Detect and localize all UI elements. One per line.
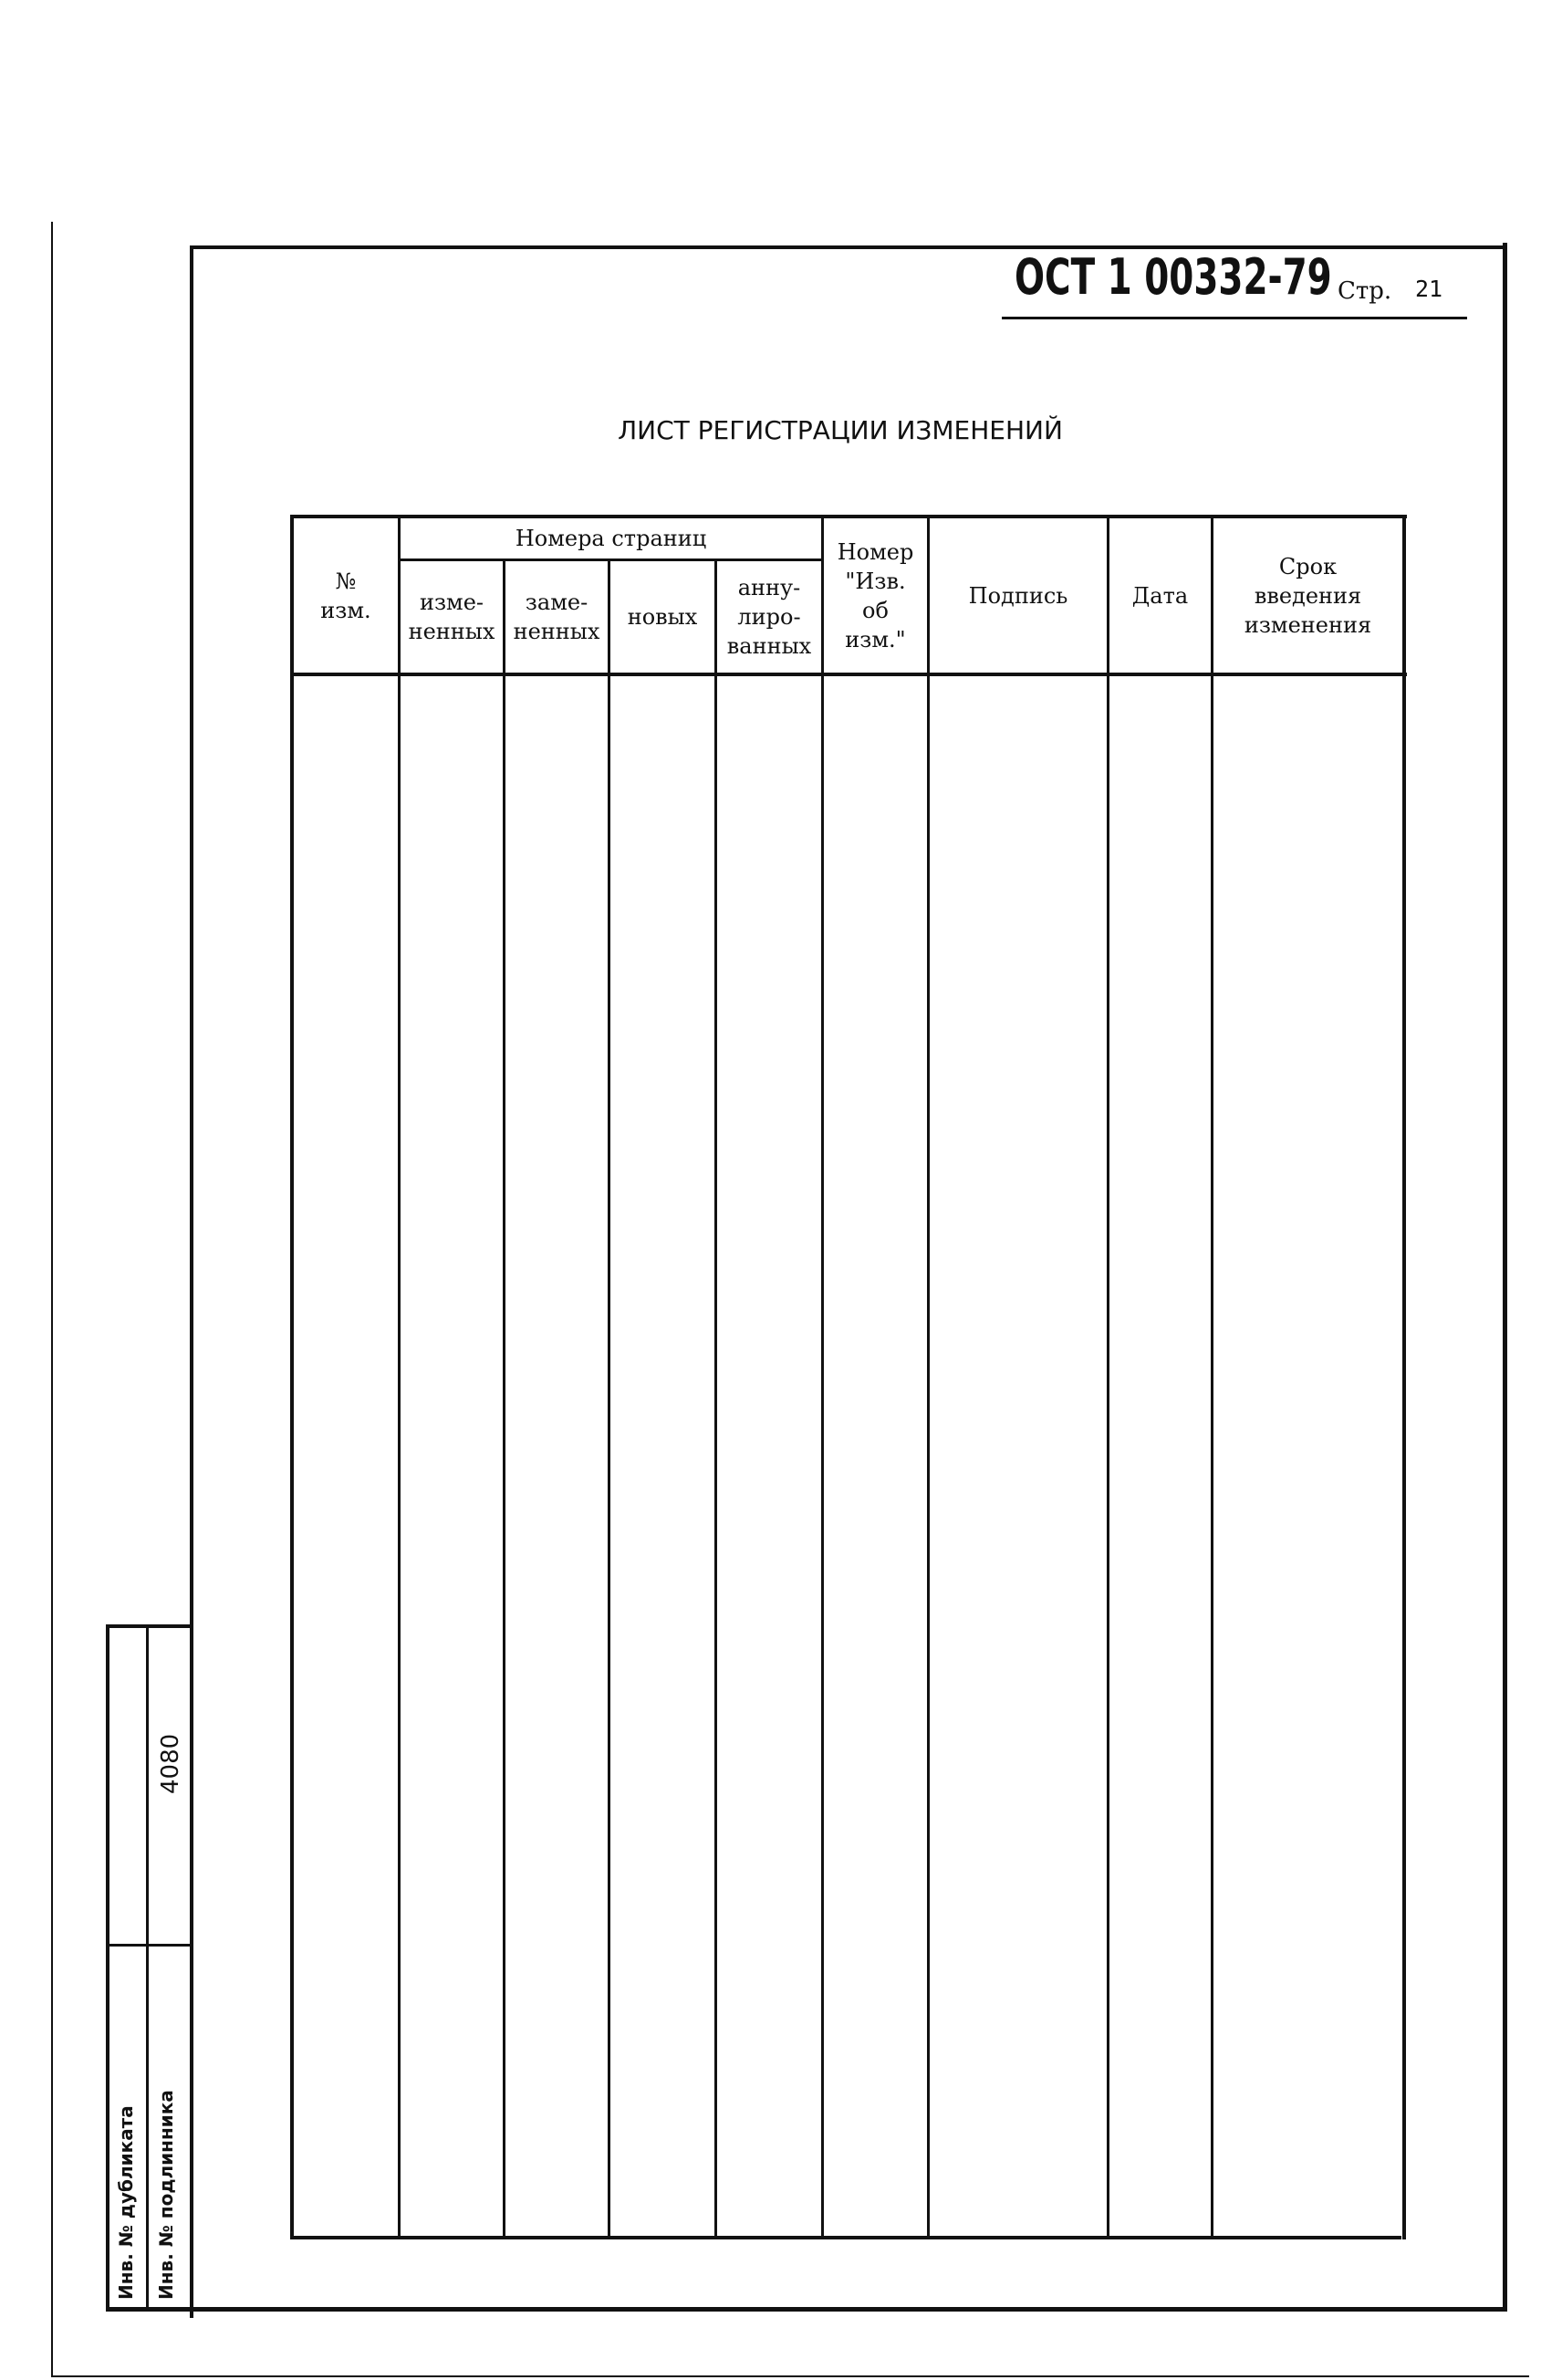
- header-annulled: анну- лиро- ванных: [726, 575, 812, 659]
- header-changed: изме- ненных: [408, 590, 495, 644]
- side-block-left: [106, 1624, 109, 2312]
- header-new: новых: [627, 604, 698, 630]
- side-block-top: [106, 1624, 192, 1628]
- side-block-divider-h: [106, 1944, 192, 1947]
- col-divider-1: [398, 515, 401, 2239]
- col-divider-5: [821, 515, 824, 2239]
- frame-left: [190, 245, 193, 2318]
- header-signature: Подпись: [968, 582, 1068, 609]
- table-header-bottom: [290, 673, 1407, 676]
- inventory-original-value: 4080: [157, 1733, 184, 1794]
- page-label: Стр.: [1338, 277, 1392, 305]
- side-block-divider-v: [146, 1624, 149, 2312]
- table-left: [290, 515, 294, 2239]
- page-number: 21: [1415, 276, 1443, 302]
- outer-bottom-line: [51, 2375, 1529, 2377]
- header-underline: [1002, 317, 1467, 319]
- header-pages-group: Номера страниц: [515, 526, 707, 551]
- header-deadline: Срок введения изменения: [1244, 553, 1372, 638]
- frame-right: [1503, 243, 1507, 2311]
- inventory-duplicate-label: Инв. № дубликата: [115, 2105, 137, 2300]
- header-change-no: № изм.: [320, 568, 371, 623]
- table-right: [1402, 515, 1406, 2239]
- col-divider-8: [1211, 515, 1213, 2239]
- col-divider-6: [927, 515, 930, 2239]
- inventory-original-label: Инв. № подлинника: [155, 2090, 177, 2300]
- outer-left-line: [51, 222, 53, 2377]
- document-code: ОСТ 1 00332-79: [1015, 248, 1332, 306]
- header-notice-no: Номер "Изв. об изм.": [837, 538, 914, 652]
- col-divider-2: [503, 560, 505, 2239]
- header-date: Дата: [1131, 582, 1189, 609]
- col-divider-7: [1107, 515, 1109, 2239]
- header-replaced: заме- ненных: [513, 590, 600, 644]
- frame-bottom: [109, 2307, 1507, 2312]
- table-bottom: [290, 2236, 1401, 2239]
- sheet-title: ЛИСТ РЕГИСТРАЦИИ ИЗМЕНЕНИЙ: [618, 415, 1063, 445]
- col-divider-4: [714, 560, 717, 2239]
- col-divider-3: [608, 560, 610, 2239]
